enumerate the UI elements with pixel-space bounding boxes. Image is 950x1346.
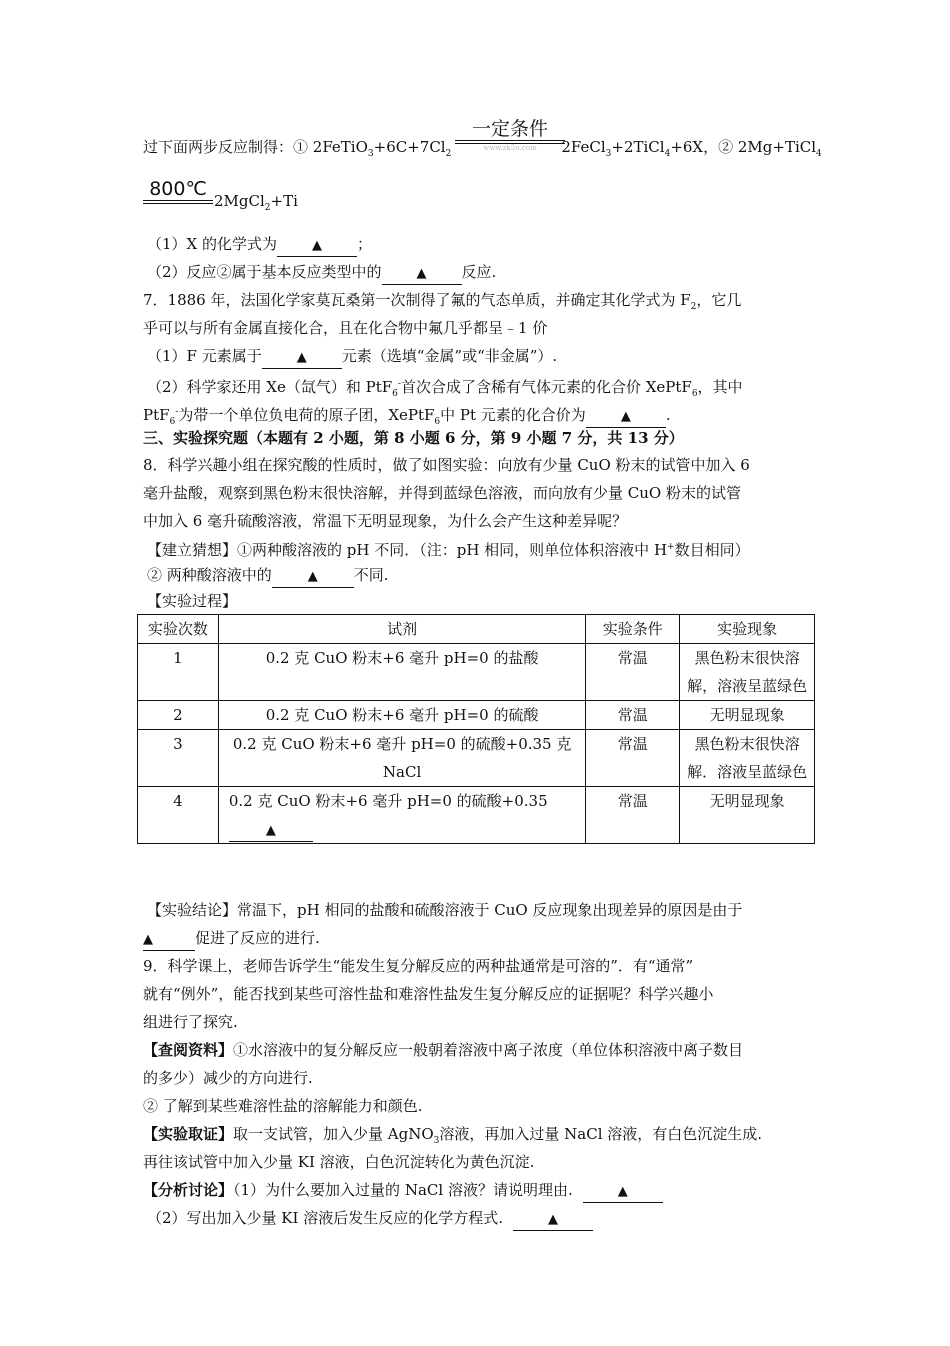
cell-observation: 黑色粉末很快溶解，溶液呈蓝绿色 [680,644,815,701]
header-cell [138,615,219,644]
hypothesis-1 [147,533,750,564]
proof-line-2: 再往该试管中加入少量 KI 溶液，白色沉淀转化为黄色沉淀. [143,1153,535,1171]
header-label: 实验现象 [717,620,778,638]
bold-tag: 【分析讨论】 [143,1181,234,1199]
cell-condition: 常温 [586,730,680,787]
subscript: 2 [445,149,452,159]
reference-line-1 [143,1036,743,1064]
text: +2TiCl [611,138,665,156]
subscript: 2 [264,203,271,213]
table-row [138,730,815,787]
text: 2MgCl [214,192,265,210]
header-cell [586,615,680,644]
triangle-icon: ▲ [620,409,631,424]
text: 中 Pt 元素的化合价为 [440,406,586,424]
answer-blank[interactable] [143,928,195,951]
q8-line-1: 8．科学兴趣小组在探究酸的性质时，做了如图实验：向放有少量 CuO 粉末的试管中加入 6 [143,456,750,474]
cell-condition: 常温 [586,644,680,701]
text: . [665,406,671,424]
answer-blank[interactable] [277,234,357,257]
subscript: 6 [169,417,176,427]
triangle-icon: ▲ [265,823,276,838]
section-heading: 三、实验探究题（本题有 2 小题，第 8 小题 6 分，第 9 小题 7 分，共 13 分） [143,429,684,447]
q9-line-2: 就有“例外”，能否找到某些可溶性盐和难溶性盐发生复分解反应的证据呢？科学兴趣小 [143,985,714,1003]
reagent-text: 0.2 克 CuO 粉末+6 毫升 pH=0 的硫酸+0.35 [228,792,548,810]
subscript: 6 [392,389,398,399]
text: 首次合成了含稀有气体元素的化合价 XePtF [400,378,692,396]
text: ； [357,235,373,253]
conclusion-line-2 [143,924,320,952]
text: 不同. [353,566,389,584]
condition-label: 800℃ [149,178,207,200]
subscript: 6 [691,389,698,399]
subscript: 3 [605,149,612,159]
cell-number: 1 [138,644,219,701]
reaction-condition-1 [455,118,565,152]
q7-line-2: 乎可以与所有金属直接化合，且在化合物中氟几乎都呈﹣1 价 [143,319,548,337]
table-row [138,787,815,844]
reference-line-3: ② 了解到某些难溶性盐的溶解能力和颜色. [143,1097,423,1115]
subscript: 2 [690,302,697,312]
cell-reagent [218,787,585,844]
text: 为带一个单位负电荷的原子团，XePtF [178,406,435,424]
text: （2）反应②属于基本反应类型中的 [147,263,382,281]
text: 促进了反应的进行. [195,929,320,947]
triangle-icon: ▲ [416,266,427,281]
header-label: 实验次数 [147,620,208,638]
triangle-icon: ▲ [312,238,322,253]
header-label: 试剂 [387,620,418,638]
text: （1）为什么要加入过量的 NaCl 溶液？请说明理由. [233,1181,573,1199]
cell-reagent: 0.2 克 CuO 粉末+6 毫升 pH=0 的硫酸+0.35 克 NaCl [218,730,585,787]
q8-line-2: 毫升盐酸，观察到黑色粉末很快溶解，并得到蓝绿色溶液，而向放有少量 CuO 粉末的试管 [143,484,741,502]
text: ①水溶液中的复分解反应一般朝着溶液中离子浓度（单位体积溶液中离子数目 [233,1041,744,1059]
subscript: 3 [433,1136,440,1146]
text: （2）科学家还用 Xe（氙气）和 PtF [147,378,393,396]
cell-reagent: 0.2 克 CuO 粉末+6 毫升 pH=0 的硫酸 [218,701,585,730]
q9-line-3: 组进行了探究. [143,1013,238,1031]
table-header-row [138,615,815,644]
experiment-table [137,614,815,844]
text: 取一支试管，加入少量 AgNO [233,1125,434,1143]
q7-part-1 [147,342,557,370]
text: +6X，② 2Mg+TiCl [670,138,817,156]
subscript: 4 [664,149,671,159]
condition-label: 一定条件 [471,118,548,140]
text: （1）F 元素属于 [147,347,262,365]
cell-number: 2 [138,701,219,730]
conclusion-line-1: 【实验结论】常温下，pH 相同的盐酸和硫酸溶液于 CuO 反应现象出现差异的原因是由于 [147,901,743,919]
triangle-icon: ▲ [617,1184,628,1199]
text: 溶液，再加入过量 NaCl 溶液，有白色沉淀生成. [439,1125,763,1143]
superscript: - [175,407,179,417]
text: 反应. [461,263,497,281]
text: ，其中 [697,378,743,396]
header-label: 实验条件 [602,620,663,638]
process-label: 【实验过程】 [147,592,238,610]
discussion-line-2 [147,1204,593,1232]
q6-part-2 [147,258,496,286]
answer-blank[interactable] [262,346,342,369]
hypothesis-2 [147,561,389,589]
text: 元素（选填“金属”或“非金属”）. [341,347,558,365]
answer-blank[interactable] [583,1180,663,1203]
cell-observation: 无明显现象 [680,787,815,844]
text: 7．1886 年，法国化学家莫瓦桑第一次制得了氟的气态单质，并确定其化学式为 F [143,291,691,309]
discussion-line-1 [143,1176,663,1204]
cell-number: 3 [138,730,219,787]
table-row [138,701,815,730]
reaction-condition-2 [143,178,213,204]
triangle-icon: ▲ [143,932,153,947]
answer-blank[interactable] [513,1208,593,1231]
answer-blank[interactable] [382,262,462,285]
double-arrow-line [143,200,213,204]
answer-blank[interactable] [272,565,354,588]
cell-observation: 黑色粉末很快溶解．溶液呈蓝绿色 [680,730,815,787]
superscript: + [667,542,675,552]
table-row [138,644,815,701]
subscript: 4 [816,149,822,159]
triangle-icon: ▲ [307,569,318,584]
triangle-icon: ▲ [547,1212,558,1227]
text: 【建立猜想】①两种酸溶液的 pH 不同．（注：pH 相同，则单位体积溶液中 H [147,541,668,559]
header-cell [680,615,815,644]
text: +6C+7Cl [373,138,446,156]
subscript: 6 [434,417,441,427]
text: 数目相同） [674,541,750,559]
text: PtF [143,406,170,424]
cell-number: 4 [138,787,219,844]
text: 过下面两步反应制得：① 2FeTiO [143,138,368,156]
bold-tag: 【实验取证】 [143,1125,234,1143]
reference-line-2: 的多少）减少的方向进行. [143,1069,313,1087]
text: （2）写出加入少量 KI 溶液后发生反应的化学方程式. [147,1209,503,1227]
cell-observation: 无明显现象 [680,701,815,730]
cell-reagent: 0.2 克 CuO 粉末+6 毫升 pH=0 的盐酸 [218,644,585,701]
cell-condition: 常温 [586,701,680,730]
q6-part-1 [147,230,372,258]
text: 2FeCl [561,138,606,156]
text: （1）X 的化学式为 [147,235,277,253]
answer-blank[interactable] [229,819,313,842]
header-cell [218,615,585,644]
text: ，它几 [696,291,742,309]
q8-line-3: 中加入 6 毫升硫酸溶液，常温下无明显现象，为什么会产生这种差异呢？ [143,512,628,530]
text: ② 两种酸溶液中的 [147,566,272,584]
faint-watermark: www.zk5u.com [483,144,537,152]
q9-line-1: 9．科学课上，老师告诉学生“能发生复分解反应的两种盐通常是可溶的”．有“通常” [143,957,694,975]
cell-condition: 常温 [586,787,680,844]
text: +Ti [270,192,298,210]
bold-tag: 【查阅资料】 [143,1041,234,1059]
triangle-icon: ▲ [296,350,307,365]
reaction-line-2 [214,187,298,222]
superscript: - [397,379,401,389]
subscript: 3 [367,149,374,159]
